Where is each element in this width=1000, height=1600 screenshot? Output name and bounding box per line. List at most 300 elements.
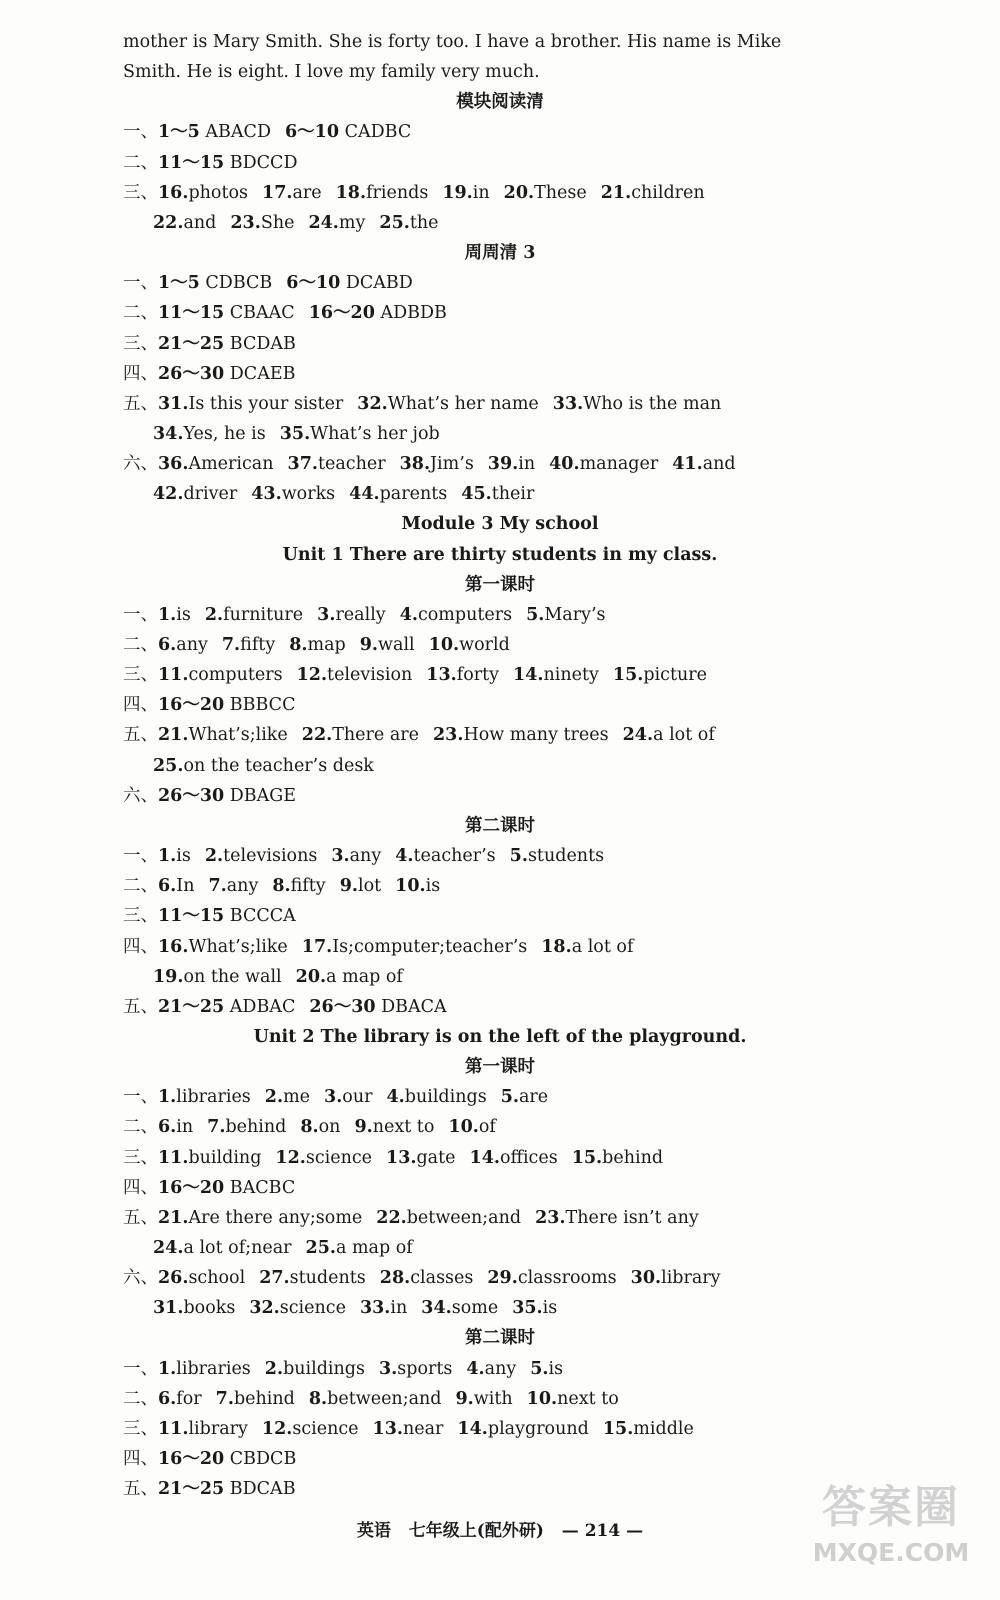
answer-text: Are there any;some: [188, 1207, 363, 1228]
answer-text: photos: [188, 182, 249, 203]
answer-line: [123, 393, 960, 415]
question-number: 31.: [158, 393, 189, 414]
answer-text: offices: [499, 1147, 558, 1168]
part-number: 三、: [123, 333, 158, 354]
question-number: 2.: [264, 1358, 284, 1379]
answer-text: for: [176, 1388, 202, 1409]
answer-text: children: [631, 182, 705, 203]
answer-item: [158, 876, 194, 896]
answer-item: [308, 213, 365, 233]
part-number: 四、: [123, 1177, 158, 1198]
part-number: 一、: [123, 1087, 158, 1108]
watermark-logo-text: 答案圈: [822, 1482, 960, 1533]
answer-item: [456, 1389, 513, 1409]
answer-text: BDCCD: [224, 152, 298, 173]
question-number: 33.: [359, 1298, 391, 1319]
answer-line: [123, 634, 960, 656]
part-number: 四、: [123, 936, 158, 957]
answer-item: [296, 967, 403, 987]
question-number: 24.: [153, 1238, 184, 1258]
answer-line: [123, 1177, 960, 1199]
answer-item: [272, 876, 325, 896]
watermark-logo: [806, 1478, 976, 1588]
question-number: 19.: [153, 966, 184, 987]
answer-item: [530, 1359, 563, 1379]
answer-item: [442, 183, 489, 203]
answer-item: [400, 605, 512, 625]
question-number: 21～25: [158, 1479, 225, 1500]
question-number: 3.: [317, 604, 336, 625]
question-number: 1.: [158, 846, 177, 867]
question-number: 36.: [158, 454, 189, 475]
answer-item: [205, 846, 317, 866]
answer-text: science: [292, 1418, 359, 1439]
passage-line: Smith. He is eight. I love my family very much.: [123, 62, 540, 83]
answer-item: [461, 484, 534, 504]
answer-item: [158, 605, 191, 625]
answer-item: [309, 1389, 442, 1409]
question-number: 21.: [158, 1207, 189, 1228]
question-number: 17.: [262, 182, 293, 203]
answer-text: a map of: [326, 966, 403, 987]
question-number: 8.: [300, 1117, 319, 1138]
answer-text: next to: [557, 1388, 619, 1409]
answer-item: [541, 937, 633, 957]
question-number: 26～30: [158, 785, 225, 806]
question-number: 2.: [204, 846, 224, 867]
answer-text: classrooms: [517, 1268, 617, 1289]
question-number: 27.: [259, 1268, 290, 1289]
question-number: 13.: [426, 665, 457, 686]
part-number: 三、: [123, 906, 158, 927]
question-number: 24.: [308, 212, 339, 233]
question-number: 8.: [289, 635, 308, 655]
answer-line: [123, 845, 960, 867]
answer-item: [265, 1359, 365, 1379]
answer-item: [466, 1359, 516, 1379]
section-heading: Module 3 My school: [401, 514, 599, 535]
answer-item: [380, 1268, 474, 1288]
part-number: 一、: [123, 122, 158, 143]
answer-line: [123, 182, 960, 204]
answer-text: parents: [379, 484, 448, 505]
question-number: 7.: [221, 635, 241, 655]
watermark-url: MXQE.COM: [812, 1538, 970, 1567]
section-heading: 第二课时: [465, 815, 535, 836]
answer-text: What’s;like: [188, 936, 288, 957]
part-number: 六、: [123, 454, 158, 475]
answer-item: [259, 1268, 366, 1288]
answer-line: [153, 212, 960, 234]
answer-item: [623, 725, 715, 745]
answer-text: really: [335, 604, 386, 625]
answer-item: [153, 756, 374, 776]
answer-item: [262, 1419, 359, 1439]
answer-text: How many trees: [463, 725, 609, 746]
answer-text: What’s;like: [188, 725, 288, 746]
question-number: 10.: [395, 876, 426, 897]
question-number: 5.: [509, 846, 528, 867]
question-number: 32.: [357, 393, 388, 414]
question-number: 6～10: [286, 273, 341, 294]
answer-item: [153, 424, 266, 444]
part-number: 五、: [123, 725, 158, 746]
answer-text: works: [281, 484, 336, 505]
answer-item: [158, 997, 295, 1017]
answer-item: [672, 454, 735, 474]
answer-item: [288, 454, 386, 474]
answer-item: [400, 454, 474, 474]
part-number: 二、: [123, 1388, 158, 1409]
answer-text: me: [283, 1087, 311, 1108]
question-number: 21～25: [158, 333, 225, 354]
answer-text: ABACD: [199, 122, 271, 143]
answer-text: These: [534, 182, 587, 203]
question-number: 5.: [530, 1358, 549, 1379]
answer-text: is: [176, 604, 191, 625]
answer-item: [360, 1298, 407, 1318]
question-number: 14.: [469, 1147, 500, 1168]
answer-item: [158, 1268, 245, 1288]
answer-item: [553, 394, 721, 414]
answer-item: [158, 786, 296, 806]
answer-item: [601, 183, 705, 203]
part-number: 二、: [123, 1117, 158, 1138]
question-number: 3.: [331, 846, 350, 867]
question-number: 7.: [207, 1117, 226, 1138]
question-number: 3.: [378, 1358, 398, 1379]
answer-line: [123, 1207, 960, 1229]
answer-text: in: [390, 1298, 408, 1319]
question-number: 39.: [487, 454, 519, 475]
question-number: 22.: [376, 1207, 407, 1228]
answer-line: [153, 1237, 960, 1259]
answer-text: of: [478, 1117, 496, 1138]
question-number: 11.: [158, 1418, 189, 1439]
answer-line: [123, 936, 960, 958]
answer-line: [123, 1267, 960, 1289]
answer-text: middle: [633, 1418, 694, 1439]
answer-item: [158, 1148, 261, 1168]
answer-item: [309, 997, 446, 1017]
answer-text: library: [188, 1418, 248, 1439]
answer-item: [158, 1419, 248, 1439]
answer-line: [123, 363, 960, 385]
answer-line: [153, 755, 960, 777]
answer-line: [153, 423, 960, 445]
section-heading: Unit 1 There are thirty students in my class.: [282, 544, 718, 565]
part-number: 二、: [123, 303, 158, 324]
answer-item: [286, 273, 413, 293]
part-number: 二、: [123, 876, 158, 897]
part-number: 二、: [123, 635, 158, 655]
question-number: 40.: [549, 454, 580, 475]
answer-line: [123, 272, 960, 294]
answer-item: [230, 213, 294, 233]
answer-line: [123, 1358, 960, 1380]
answer-line: [153, 483, 960, 505]
answer-item: [158, 1178, 295, 1198]
question-number: 10.: [448, 1117, 479, 1138]
answer-text: a lot of;near: [183, 1238, 292, 1258]
answer-item: [222, 635, 275, 655]
question-number: 15.: [602, 1418, 634, 1439]
question-number: 16～20: [158, 1449, 225, 1470]
question-number: 35.: [279, 423, 311, 444]
answer-text: is: [425, 876, 441, 897]
answer-line: [123, 785, 960, 807]
answer-text: manager: [579, 454, 659, 475]
question-number: 7.: [208, 876, 227, 897]
question-number: 16～20: [308, 303, 375, 324]
question-number: 1.: [158, 1358, 177, 1379]
question-number: 26～30: [309, 996, 376, 1017]
answer-text: libraries: [176, 1087, 251, 1108]
answer-item: [158, 153, 297, 173]
question-number: 12.: [261, 1418, 293, 1439]
answer-text: BCDAB: [224, 333, 296, 354]
answer-item: [379, 1359, 452, 1379]
answer-text: playground: [487, 1418, 589, 1439]
question-number: 1～5: [158, 273, 200, 294]
answer-text: between;and: [327, 1388, 442, 1409]
answer-text: Jim’s: [430, 454, 474, 475]
answer-line: [123, 1086, 960, 1108]
answer-item: [158, 846, 191, 866]
answer-item: [603, 1419, 694, 1439]
answer-text: ninety: [543, 665, 599, 686]
answer-item: [208, 876, 258, 896]
answer-item: [535, 1208, 699, 1228]
question-number: 11.: [158, 1147, 189, 1168]
question-number: 16.: [158, 182, 189, 203]
answer-text: near: [402, 1418, 444, 1439]
question-number: 4.: [399, 604, 418, 625]
question-number: 6.: [158, 635, 177, 655]
answer-item: [302, 937, 527, 957]
question-number: 9.: [339, 876, 358, 897]
answer-item: [421, 1298, 498, 1318]
answer-text: in: [176, 1117, 194, 1138]
answer-item: [317, 605, 386, 625]
question-number: 25.: [305, 1238, 336, 1258]
answer-text: map: [307, 635, 346, 655]
question-number: 25.: [153, 755, 184, 776]
part-number: 四、: [123, 1449, 158, 1470]
question-number: 8.: [308, 1388, 328, 1409]
answer-text: their: [491, 484, 535, 505]
question-number: 11～15: [158, 152, 225, 173]
answer-text: fifty: [240, 635, 276, 655]
answer-item: [158, 394, 343, 414]
answer-item: [158, 1389, 202, 1409]
question-number: 4.: [466, 1358, 485, 1379]
question-number: 2.: [264, 1087, 284, 1108]
answer-text: picture: [643, 665, 707, 686]
question-number: 10.: [428, 635, 460, 655]
part-number: 四、: [123, 363, 158, 384]
answer-item: [297, 665, 413, 685]
question-number: 13.: [386, 1147, 417, 1168]
question-number: 11～15: [158, 303, 225, 324]
part-number: 一、: [123, 604, 158, 625]
question-number: 22.: [153, 212, 184, 233]
answer-item: [216, 1389, 295, 1409]
part-number: 五、: [123, 1479, 158, 1500]
question-number: 18.: [335, 182, 367, 203]
answer-text: our: [342, 1087, 373, 1108]
question-number: 16～20: [158, 1177, 225, 1198]
answer-item: [526, 605, 605, 625]
answer-item: [158, 303, 295, 323]
question-number: 11～15: [158, 906, 225, 927]
answer-item: [379, 213, 438, 233]
question-number: 4.: [395, 846, 414, 867]
answer-text: wall: [378, 635, 415, 655]
answer-line: [153, 1297, 960, 1319]
answer-item: [158, 937, 288, 957]
answer-text: sports: [397, 1358, 453, 1379]
answer-text: computers: [417, 604, 513, 625]
answer-item: [280, 424, 440, 444]
answer-text: She: [260, 212, 295, 233]
part-number: 三、: [123, 1147, 158, 1168]
answer-item: [153, 1238, 292, 1258]
answer-text: is: [176, 846, 191, 867]
answer-text: teacher: [317, 454, 386, 475]
part-number: 一、: [123, 846, 158, 867]
answer-text: BBBCC: [224, 695, 296, 716]
question-number: 21～25: [158, 996, 225, 1017]
answer-item: [395, 846, 495, 866]
answer-line: [123, 152, 960, 174]
question-number: 33.: [552, 393, 584, 414]
question-number: 6.: [158, 876, 177, 897]
answer-item: [448, 1117, 495, 1137]
question-number: 45.: [461, 484, 492, 505]
answer-text: DCABD: [340, 273, 413, 294]
answer-line: [123, 664, 960, 686]
answer-text: forty: [456, 665, 500, 686]
question-number: 37.: [287, 454, 318, 475]
answer-text: next to: [372, 1117, 435, 1138]
question-number: 20.: [503, 182, 535, 203]
answer-line: [123, 996, 960, 1018]
answer-item: [249, 1298, 346, 1318]
answer-text: students: [289, 1268, 366, 1289]
question-number: 14.: [513, 665, 544, 686]
answer-text: the: [409, 212, 439, 233]
answer-item: [386, 1148, 455, 1168]
answer-line: [153, 966, 960, 988]
answer-text: science: [279, 1298, 346, 1319]
question-number: 1.: [158, 1087, 177, 1108]
answer-text: in: [472, 182, 490, 203]
answer-text: Yes, he is: [183, 423, 266, 444]
question-number: 22.: [301, 725, 333, 746]
answer-item: [302, 725, 419, 745]
answer-text: American: [188, 454, 274, 475]
answer-item: [158, 665, 283, 685]
answer-item: [275, 1148, 372, 1168]
question-number: 11.: [158, 665, 189, 686]
question-number: 1.: [158, 604, 177, 625]
question-number: 16.: [158, 936, 189, 957]
answer-item: [376, 1208, 521, 1228]
answer-text: a lot of: [571, 936, 634, 957]
part-number: 二、: [123, 152, 158, 173]
answer-text: some: [451, 1298, 499, 1319]
answer-line: [123, 905, 960, 927]
answer-text: a map of: [335, 1238, 413, 1258]
answer-text: my: [338, 212, 366, 233]
answer-text: friends: [366, 182, 429, 203]
question-number: 31.: [153, 1298, 184, 1319]
answer-item: [349, 484, 447, 504]
answer-item: [504, 183, 587, 203]
answer-text: driver: [183, 484, 238, 505]
answer-text: a lot of: [653, 725, 715, 746]
answer-text: buildings: [404, 1087, 487, 1108]
answer-text: libraries: [176, 1358, 251, 1379]
answer-item: [549, 454, 658, 474]
answer-text: computers: [188, 665, 283, 686]
answer-item: [613, 665, 707, 685]
answer-item: [429, 635, 510, 655]
answer-text: and: [183, 212, 217, 233]
answer-text: classes: [410, 1268, 474, 1289]
answer-item: [512, 1298, 557, 1318]
answer-item: [373, 1419, 444, 1439]
answer-line: [123, 1418, 960, 1440]
answer-text: in: [518, 454, 536, 475]
answer-item: [426, 665, 499, 685]
answer-line: [123, 1388, 960, 1410]
answer-item: [158, 334, 296, 354]
answer-text: between;and: [406, 1207, 522, 1228]
answer-text: school: [188, 1268, 246, 1289]
answer-text: Who is the man: [583, 393, 722, 414]
part-number: 六、: [123, 1268, 158, 1289]
answer-item: [158, 1479, 296, 1499]
question-number: 28.: [379, 1268, 411, 1289]
question-number: 29.: [487, 1268, 518, 1289]
part-number: 一、: [123, 1358, 158, 1379]
answer-text: Is this your sister: [188, 393, 344, 414]
answer-item: [386, 1087, 486, 1107]
answer-text: on the teacher’s desk: [183, 755, 374, 776]
part-number: 三、: [123, 182, 158, 203]
question-number: 42.: [153, 484, 184, 505]
answer-text: DBACA: [375, 996, 447, 1017]
question-number: 13.: [372, 1418, 403, 1439]
answer-line: [123, 694, 960, 716]
question-number: 34.: [421, 1298, 452, 1319]
answer-item: [158, 1359, 251, 1379]
question-number: 2.: [204, 604, 224, 625]
question-number: 43.: [251, 484, 282, 505]
answer-line: [123, 724, 960, 746]
answer-text: televisions: [223, 846, 318, 867]
answer-item: [331, 846, 381, 866]
question-number: 23.: [535, 1207, 566, 1228]
answer-item: [395, 876, 440, 896]
answer-item: [306, 1238, 413, 1258]
answer-item: [158, 1449, 296, 1469]
question-number: 32.: [249, 1298, 280, 1319]
answer-text: television: [327, 665, 413, 686]
answer-item: [336, 183, 429, 203]
